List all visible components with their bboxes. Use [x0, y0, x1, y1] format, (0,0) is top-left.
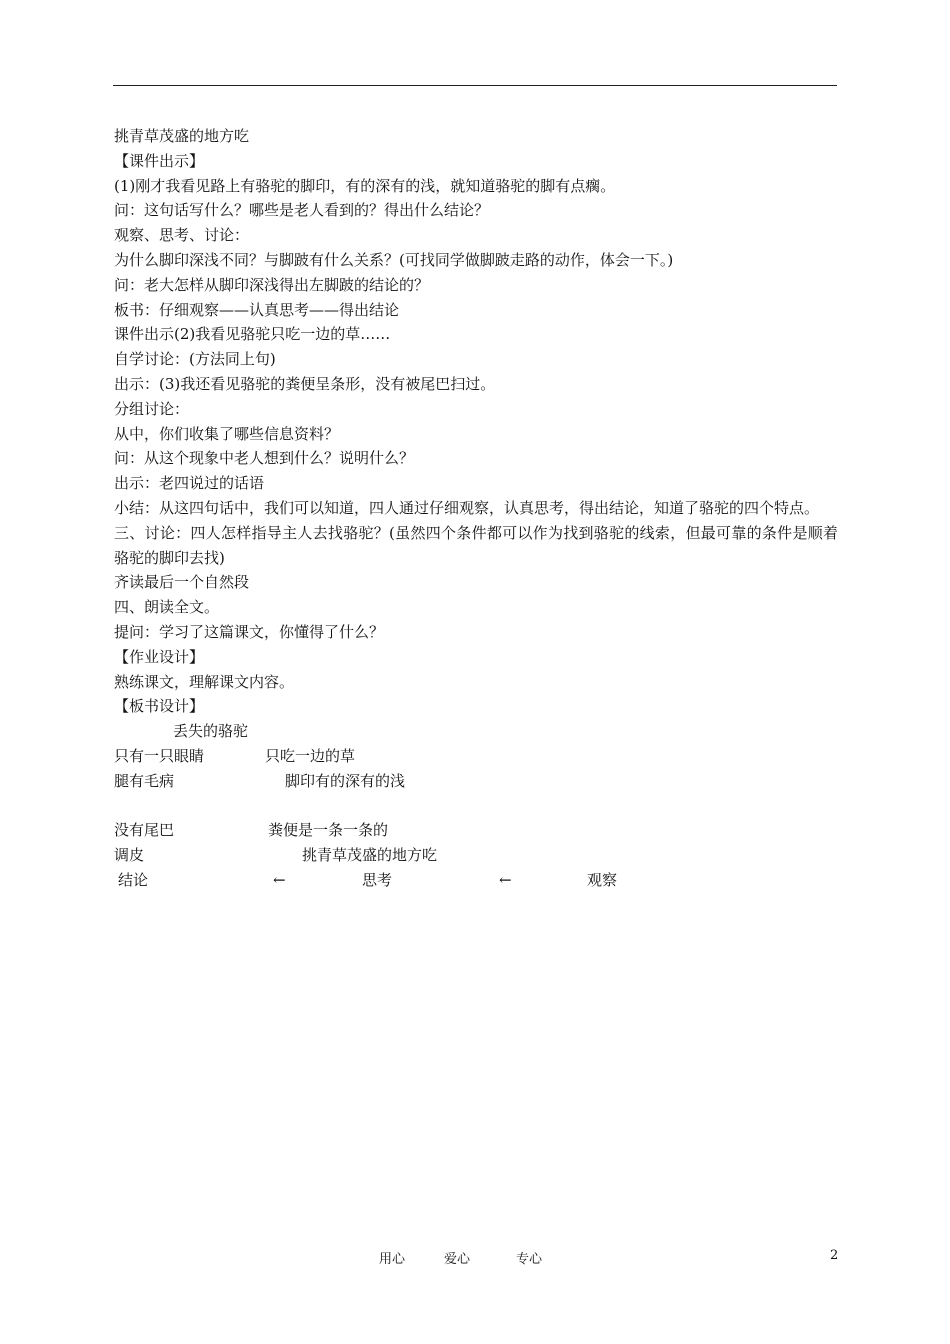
section-heading-homework: 【作业设计】	[114, 647, 205, 666]
section-heading-blackboard: 【板书设计】	[114, 697, 205, 716]
page-footer	[0, 1248, 950, 1268]
board-conclusion-item: 只有一只眼睛	[114, 746, 205, 765]
text-line: (1)刚才我看见路上有骆驼的脚印，有的深有的浅，就知道骆驼的脚有点瘸。	[114, 176, 616, 195]
discussion-paragraph: 三、讨论：四人怎样指导主人去找骆驼？(虽然四个条件都可以作为找到骆驼的线索，但最可靠的条件是顺着骆驼的脚印去找)	[114, 523, 838, 567]
left-arrow-icon: ←	[273, 870, 286, 889]
header-rule	[113, 85, 837, 86]
footer-word: 爱心	[444, 1252, 471, 1267]
blank-line	[114, 794, 838, 819]
footer-word: 专心	[516, 1252, 543, 1267]
text-line: 问：老大怎样从脚印深浅得出左脚跛的结论的？	[114, 275, 430, 294]
text-line: 板书：仔细观察——认真思考——得出结论	[114, 300, 400, 319]
text-line: 齐读最后一个自然段	[114, 573, 250, 592]
board-conclusion-item: 调皮	[114, 846, 145, 865]
board-conclusion-item: 没有尾巴	[114, 821, 175, 840]
summary-paragraph: 小结：从这四句话中，我们可以知道，四人通过仔细观察，认真思考，得出结论，知道了骆驼的四个特点。	[114, 498, 820, 517]
board-row	[114, 818, 838, 843]
text-line: 问：从这个现象中老人想到什么？说明什么？	[114, 449, 415, 468]
board-title: 丢失的骆驼	[173, 722, 249, 741]
board-observation-item: 只吃一边的草	[265, 746, 356, 765]
board-flow-row	[114, 868, 838, 893]
board-row	[114, 769, 838, 794]
board-row	[114, 843, 838, 868]
page-number: 2	[830, 1248, 839, 1263]
text-line: 挑青草茂盛的地方吃	[114, 127, 250, 145]
left-arrow-icon: ←	[499, 870, 512, 889]
text-line: 提问：学习了这篇课文，你懂得了什么？	[114, 622, 385, 641]
board-observation-item: 挑青草茂盛的地方吃	[302, 846, 438, 865]
text-line: 为什么脚印深浅不同？与脚跛有什么关系？(可找同学做脚跛走路的动作，体会一下。)	[114, 250, 674, 269]
section-heading-courseware: 【课件出示】	[114, 151, 205, 170]
text-line: 从中，你们收集了哪些信息资料？	[114, 424, 340, 443]
flow-conclusion: 结论	[118, 870, 149, 889]
board-row	[114, 744, 838, 769]
text-line: 四、朗读全文。	[114, 598, 220, 617]
flow-think: 思考	[362, 870, 393, 889]
footer-word: 用心	[379, 1252, 406, 1267]
text-line: 问：这句话写什么？哪些是老人看到的？得出什么结论？	[114, 201, 490, 220]
text-line: 分组讨论：	[114, 399, 190, 418]
document-body	[114, 124, 838, 893]
board-conclusion-item: 腿有毛病	[114, 771, 175, 790]
text-line: 熟练课文，理解课文内容。	[114, 672, 295, 691]
text-line: 自学讨论：(方法同上句)	[114, 350, 276, 369]
text-line: 课件出示(2)我看见骆驼只吃一边的草……	[114, 325, 391, 344]
flow-observe: 观察	[587, 870, 618, 889]
board-observation-item: 脚印有的深有的浅	[285, 771, 406, 790]
text-line: 出示：(3)我还看见骆驼的粪便呈条形，没有被尾巴扫过。	[114, 374, 496, 393]
text-line: 观察、思考、讨论：	[114, 226, 250, 245]
board-observation-item: 粪便是一条一条的	[268, 821, 389, 840]
board-title-row	[114, 719, 838, 744]
text-line: 出示：老四说过的话语	[114, 474, 265, 493]
